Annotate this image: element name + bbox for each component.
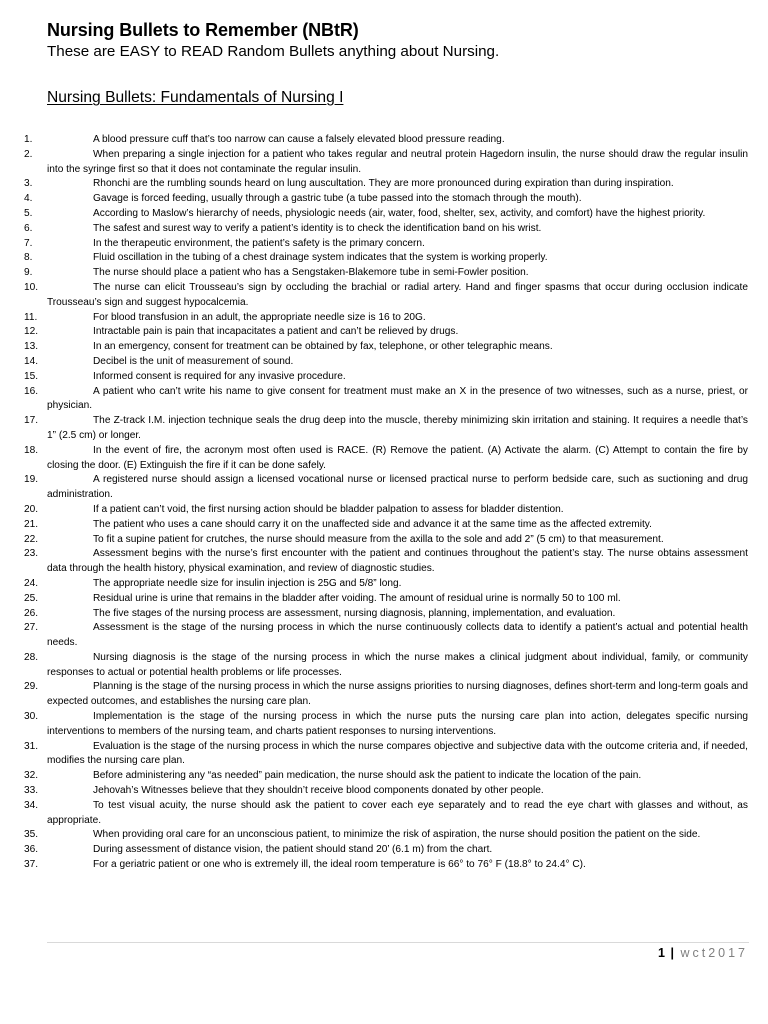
list-item-text: Assessment is the stage of the nursing process in which the nurse continuously collects data to identify a patient’s actual and potential health needs.: [47, 622, 748, 649]
list-item-text: Rhonchi are the rumbling sounds heard on lung auscultation. They are more pronounced during expiration than during inspiration.: [93, 178, 674, 190]
list-item-number: 8.: [24, 252, 33, 264]
list-item-number: 20.: [24, 503, 39, 515]
list-item: [0, 607, 768, 622]
list-item: [0, 503, 768, 518]
list-item-text: A patient who can’t write his name to give consent for treatment must make an X in the presence of two witnesses, such as a nurse, priest, or physician.: [47, 385, 748, 412]
list-item-number: 10.: [24, 281, 39, 293]
list-item: [0, 828, 768, 843]
list-item-text: During assessment of distance vision, the patient should stand 20’ (6.1 m) from the chart.: [93, 844, 493, 856]
list-item-number: 27.: [24, 622, 39, 634]
list-item-text: The Z-track I.M. injection technique seals the drug deep into the muscle, thereby minimizing skin irritation and staining. It requires a needle that’s 1” (2.5 cm) or longer.: [47, 415, 748, 441]
list-item-text: When providing oral care for an unconscious patient, to minimize the risk of aspiration, the nurse should position the patient on the side.: [93, 829, 701, 841]
list-item: [0, 518, 768, 533]
list-item-number: 19.: [24, 474, 39, 486]
footer-brand: wct2017: [680, 946, 748, 960]
footer-divider: [47, 942, 749, 943]
list-item-number: 21.: [24, 518, 39, 530]
list-item: [0, 414, 768, 444]
list-item-text: Planning is the stage of the nursing process in which the nurse assigns priorities to nursing diagnoses, defines short-term and long-term goals and expected outcomes, and establishes the nursing care plan.: [47, 681, 748, 708]
list-item-text: To fit a supine patient for crutches, the nurse should measure from the axilla to the sole and add 2” (5 cm) to that measurement.: [93, 533, 664, 545]
list-item: [0, 311, 768, 326]
list-item-text: In an emergency, consent for treatment can be obtained by fax, telephone, or other telegraphic means.: [93, 341, 553, 353]
list-item-number: 18.: [24, 444, 39, 456]
list-item-number: 17.: [24, 415, 39, 427]
list-item-text: Informed consent is required for any invasive procedure.: [93, 370, 346, 382]
list-item: [0, 547, 768, 577]
list-item: [0, 533, 768, 548]
list-item: [0, 340, 768, 355]
list-item-number: 35.: [24, 829, 39, 841]
list-item: [0, 207, 768, 222]
list-item: [0, 281, 768, 311]
list-item: [0, 651, 768, 681]
list-item: [0, 592, 768, 607]
list-item-text: To test visual acuity, the nurse should ask the patient to cover each eye separately and to read the eye chart with glasses and without, as appropriate.: [47, 799, 748, 826]
bullet-list: [0, 133, 768, 873]
list-item: [0, 769, 768, 784]
list-item-number: 6.: [24, 222, 33, 234]
list-item-number: 4.: [24, 193, 33, 205]
footer-separator: |: [670, 946, 674, 960]
list-item: [0, 858, 768, 873]
list-item-number: 14.: [24, 355, 39, 367]
list-item-number: 23.: [24, 548, 39, 560]
list-item-number: 25.: [24, 592, 39, 604]
list-item: [0, 385, 768, 415]
list-item-number: 3.: [24, 178, 33, 190]
list-item-number: 29.: [24, 681, 39, 693]
list-item: [0, 133, 768, 148]
list-item-number: 32.: [24, 770, 39, 782]
list-item: [0, 680, 768, 710]
list-item-text: Implementation is the stage of the nursing process in which the nurse puts the nursing care plan into action, delegates specific nursing interventions to members of the nursing team, and charts patient responses to nursing interventions.: [47, 711, 748, 737]
list-item: [0, 799, 768, 829]
list-item-number: 5.: [24, 207, 33, 219]
list-item-text: The nurse should place a patient who has a Sengstaken-Blakemore tube in semi-Fowler position.: [93, 267, 529, 279]
list-item-number: 16.: [24, 385, 39, 397]
list-item: [0, 222, 768, 237]
list-item-text: In the event of fire, the acronym most often used is RACE. (R) Remove the patient. (A) Activate the alarm. (C) Attempt to contain the fire by closing the door. (E) Extinguish the fire if it can be done safely.: [47, 444, 748, 471]
page-number: 1: [658, 946, 665, 960]
list-item-text: A blood pressure cuff that’s too narrow can cause a falsely elevated blood pressure reading.: [93, 134, 505, 145]
list-item-text: Before administering any “as needed” pain medication, the nurse should ask the patient to indicate the location of the pain.: [93, 770, 642, 782]
list-item-number: 30.: [24, 711, 39, 723]
list-item-number: 13.: [24, 341, 39, 353]
list-item-text: Residual urine is urine that remains in the bladder after voiding. The amount of residual urine is normally 50 to 100 ml.: [93, 592, 621, 604]
list-item-text: The appropriate needle size for insulin injection is 25G and 5/8” long.: [93, 577, 402, 589]
list-item-text: In the therapeutic environment, the patient’s safety is the primary concern.: [93, 237, 425, 249]
list-item: [0, 148, 768, 178]
list-item: [0, 740, 768, 770]
list-item-text: The safest and surest way to verify a patient’s identity is to check the identification band on his wrist.: [93, 222, 542, 234]
list-item-number: 24.: [24, 577, 39, 589]
section-title: Nursing Bullets: Fundamentals of Nursing I: [47, 89, 344, 106]
list-item-text: Evaluation is the stage of the nursing process in which the nurse compares objective and subjective data with the outcome criteria and, if needed, modifies the nursing care plan.: [47, 740, 748, 767]
list-item: [0, 251, 768, 266]
list-item-number: 12.: [24, 326, 39, 338]
list-item: [0, 177, 768, 192]
list-item-text: When preparing a single injection for a patient who takes regular and neutral protein Hagedorn insulin, the nurse should draw the regular insulin into the syringe first so that it does not contaminate the regular insulin.: [47, 148, 748, 175]
list-item-text: The five stages of the nursing process are assessment, nursing diagnosis, planning, implementation, and evaluation.: [93, 607, 616, 619]
list-item-text: Jehovah’s Witnesses believe that they shouldn’t receive blood components donated by other people.: [93, 785, 544, 797]
list-item-number: 2.: [24, 148, 33, 160]
list-item-number: 37.: [24, 859, 39, 871]
list-item-text: The nurse can elicit Trousseau’s sign by occluding the brachial or radial artery. Hand and finger spasms that occur during occlusion indicate Trousseau’s sign and suggest hypocalcemia.: [47, 281, 748, 308]
list-item-text: The patient who uses a cane should carry it on the unaffected side and advance it at the same time as the affected extremity.: [93, 518, 652, 530]
list-item-number: 9.: [24, 267, 33, 279]
document-title: Nursing Bullets to Remember (NBtR): [47, 20, 359, 40]
list-item-number: 34.: [24, 799, 39, 811]
list-item-text: Decibel is the unit of measurement of sound.: [93, 355, 294, 367]
list-item-text: Fluid oscillation in the tubing of a chest drainage system indicates that the system is working properly.: [93, 252, 548, 264]
list-item: [0, 237, 768, 252]
list-item: [0, 444, 768, 474]
list-item-text: For blood transfusion in an adult, the appropriate needle size is 16 to 20G.: [93, 311, 426, 323]
list-item: [0, 325, 768, 340]
list-item-text: Intractable pain is pain that incapacitates a patient and can’t be relieved by drugs.: [93, 326, 459, 338]
list-item-number: 15.: [24, 370, 39, 382]
list-item: [0, 621, 768, 651]
list-item: [0, 784, 768, 799]
list-item: [0, 843, 768, 858]
list-item-number: 26.: [24, 607, 39, 619]
list-item-number: 22.: [24, 533, 39, 545]
list-item: [0, 192, 768, 207]
list-item-text: According to Maslow’s hierarchy of needs, physiologic needs (air, water, food, shelter, sex, activity, and comfort) have the highest priority.: [93, 207, 706, 219]
list-item: [0, 710, 768, 740]
page-footer: [658, 946, 748, 960]
list-item-text: Gavage is forced feeding, usually through a gastric tube (a tube passed into the stomach through the mouth).: [93, 193, 582, 205]
list-item-text: For a geriatric patient or one who is extremely ill, the ideal room temperature is 66° to 76° F (18.8° to 24.4° C).: [93, 859, 586, 871]
list-item-text: If a patient can’t void, the first nursing action should be bladder palpation to assess for bladder distention.: [93, 503, 564, 515]
list-item-number: 1.: [24, 134, 33, 145]
list-item-number: 7.: [24, 237, 33, 249]
list-item: [0, 355, 768, 370]
document-subtitle: These are EASY to READ Random Bullets anything about Nursing.: [47, 43, 500, 60]
list-item: [0, 473, 768, 503]
list-item-text: Nursing diagnosis is the stage of the nursing process in which the nurse makes a clinical judgment about individual, family, or community responses to actual or potential health problems or life processes.: [47, 651, 748, 678]
list-item-number: 31.: [24, 740, 39, 752]
list-item-text: A registered nurse should assign a licensed vocational nurse or licensed practical nurse to perform bedside care, such as suctioning and drug administration.: [47, 474, 748, 501]
list-item: [0, 577, 768, 592]
list-item-number: 33.: [24, 785, 39, 797]
list-item: [0, 370, 768, 385]
list-item-number: 28.: [24, 651, 39, 663]
list-item-number: 36.: [24, 844, 39, 856]
list-item-text: Assessment begins with the nurse’s first encounter with the patient and continues throughout the patient’s stay. The nurse obtains assessment data through the health history, physical examination, and review of diagnostic studies.: [47, 548, 748, 575]
list-item-number: 11.: [24, 311, 38, 323]
list-item: [0, 266, 768, 281]
